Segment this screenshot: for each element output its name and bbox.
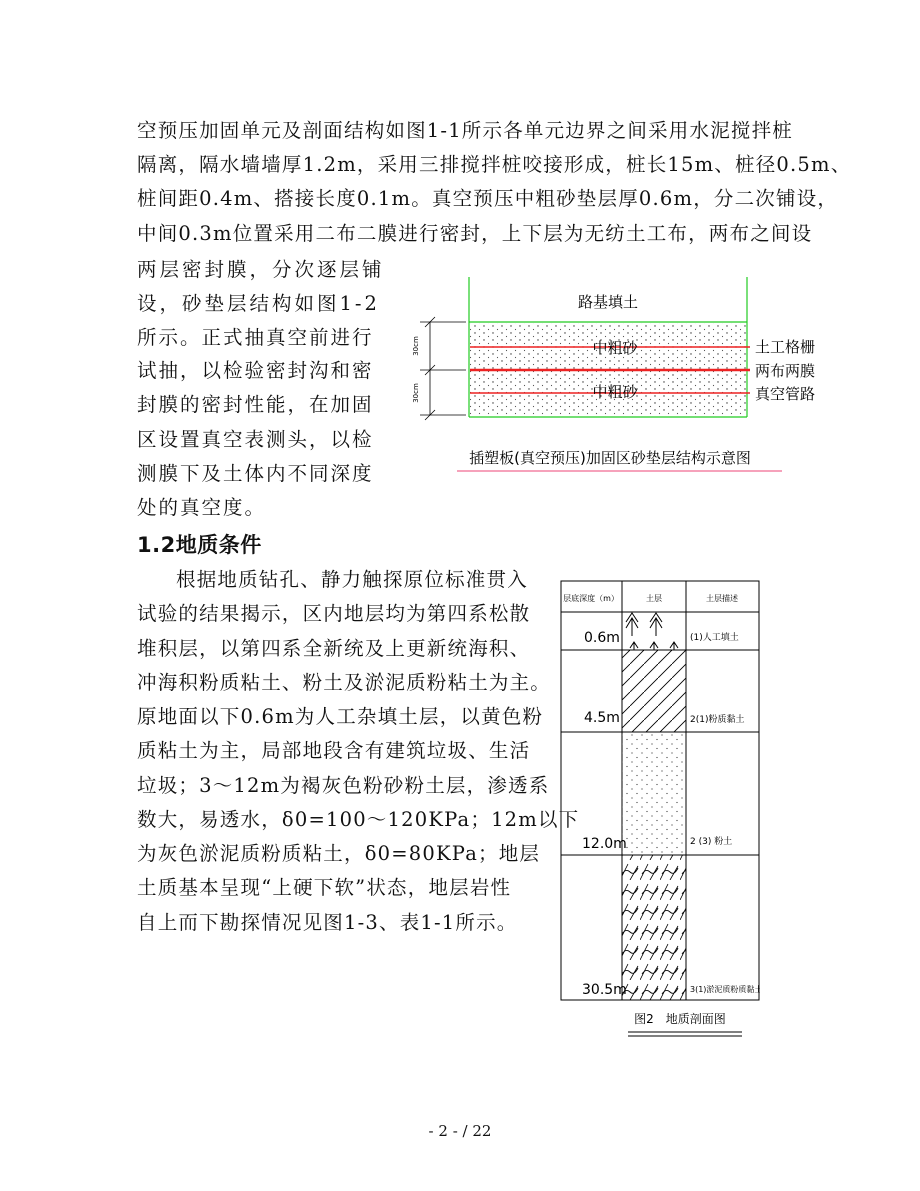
mucky-clay-pattern <box>622 855 686 1000</box>
desc-row-4: 3(1)淤泥质粉质黏土 <box>690 985 760 994</box>
desc-row-3: 2 (3) 粉土 <box>690 837 733 847</box>
text-line: 冲海积粉质粘土、粉土及淤泥质粉粘土为主。 <box>137 671 552 694</box>
figure-1-caption: 插塑板(真空预压)加固区砂垫层结构示意图 <box>469 449 751 467</box>
text-line: 为灰色淤泥质粉质粘土，δ0=80KPa；地层 <box>137 842 541 865</box>
desc-row-1: (1)人工填土 <box>690 633 739 643</box>
text-line: 处的真空度。 <box>137 496 267 519</box>
geological-profile-table <box>560 580 760 1050</box>
text-line: 垃圾；3～12m为褐灰色粉砂粉土层，渗透系 <box>137 774 550 797</box>
side-label-pipe: 真空管路 <box>755 385 816 403</box>
text-line: 原地面以下0.6m为人工杂填土层，以黄色粉 <box>137 705 544 728</box>
figure-geological-profile <box>560 580 760 1050</box>
sand-cushion-diagram <box>410 275 830 475</box>
text-line: 数大，易透水，δ0=100～120KPa；12m以下 <box>137 808 580 831</box>
text-line: 测膜下及土体内不同深度 <box>137 462 374 485</box>
dimension-label-upper: 30cm <box>412 336 420 356</box>
text-line: 质粘土为主，局部地段含有建筑垃圾、生活 <box>137 739 531 762</box>
side-label-membrane: 两布两膜 <box>755 362 816 380</box>
figure-sand-cushion <box>410 275 830 475</box>
text-line: 区设置真空表测头，以检 <box>137 428 374 451</box>
text-line: 空预压加固单元及剖面结构如图1-1所示各单元边界之间采用水泥搅拌桩 <box>137 119 794 142</box>
text-line: 设，砂垫层结构如图1-2 <box>137 292 380 315</box>
depth-row-2: 4.5m <box>584 710 620 726</box>
text-line: 堆积层，以第四系全新统及上更新统海积、 <box>137 637 531 660</box>
text-line: 所示。正式抽真空前进行 <box>137 326 374 349</box>
depth-row-1: 0.6m <box>584 630 620 646</box>
side-label-geogrid: 土工格栅 <box>755 338 816 356</box>
depth-row-4: 30.5m <box>582 982 627 998</box>
text-line: 试抽，以检验密封沟和密 <box>137 359 374 382</box>
text-line: 封膜的密封性能，在加固 <box>137 393 374 416</box>
top-fill-label: 路基填土 <box>577 293 639 311</box>
text-line: 根据地质钻孔、静力触探原位标准贯入 <box>176 568 528 591</box>
text-line: 土质基本呈现“上硬下软”状态，地层岩性 <box>137 876 512 899</box>
text-line: 中间0.3m位置采用二布二膜进行密封，上下层为无纺土工布，两布之间设 <box>137 222 813 245</box>
page-number: - 2 - / 22 <box>428 1122 492 1140</box>
silt-pattern <box>622 732 686 855</box>
fill-soil-symbol <box>626 613 678 650</box>
text-line: 两层密封膜，分次逐层铺 <box>137 258 385 281</box>
figure-2-caption: 图2 地质剖面图 <box>634 1012 726 1026</box>
text-line: 试验的结果揭示，区内地层均为第四系松散 <box>137 602 531 625</box>
text-line: 桩间距0.4m、搭接长度0.1m。真空预压中粗砂垫层厚0.6m，分二次铺设， <box>137 187 839 210</box>
depth-row-3: 12.0m <box>582 836 627 852</box>
header-description: 土层描述 <box>706 594 738 603</box>
desc-row-2: 2(1)粉质黏土 <box>690 715 745 725</box>
section-heading: 1.2地质条件 <box>137 533 262 557</box>
sand-label-lower: 中粗砂 <box>592 383 638 401</box>
silty-clay-pattern <box>622 650 686 732</box>
text-line: 自上而下勘探情况见图1-3、表1-1所示。 <box>137 911 518 934</box>
text-line: 隔离，隔水墙墙厚1.2m，采用三排搅拌桩咬接形成，桩长15m、桩径0.5m、 <box>137 153 852 176</box>
dimension-label-lower: 30cm <box>412 383 420 403</box>
header-layer: 土层 <box>646 594 662 603</box>
header-depth: 层底深度（m） <box>563 594 619 603</box>
sand-label-upper: 中粗砂 <box>592 339 638 357</box>
